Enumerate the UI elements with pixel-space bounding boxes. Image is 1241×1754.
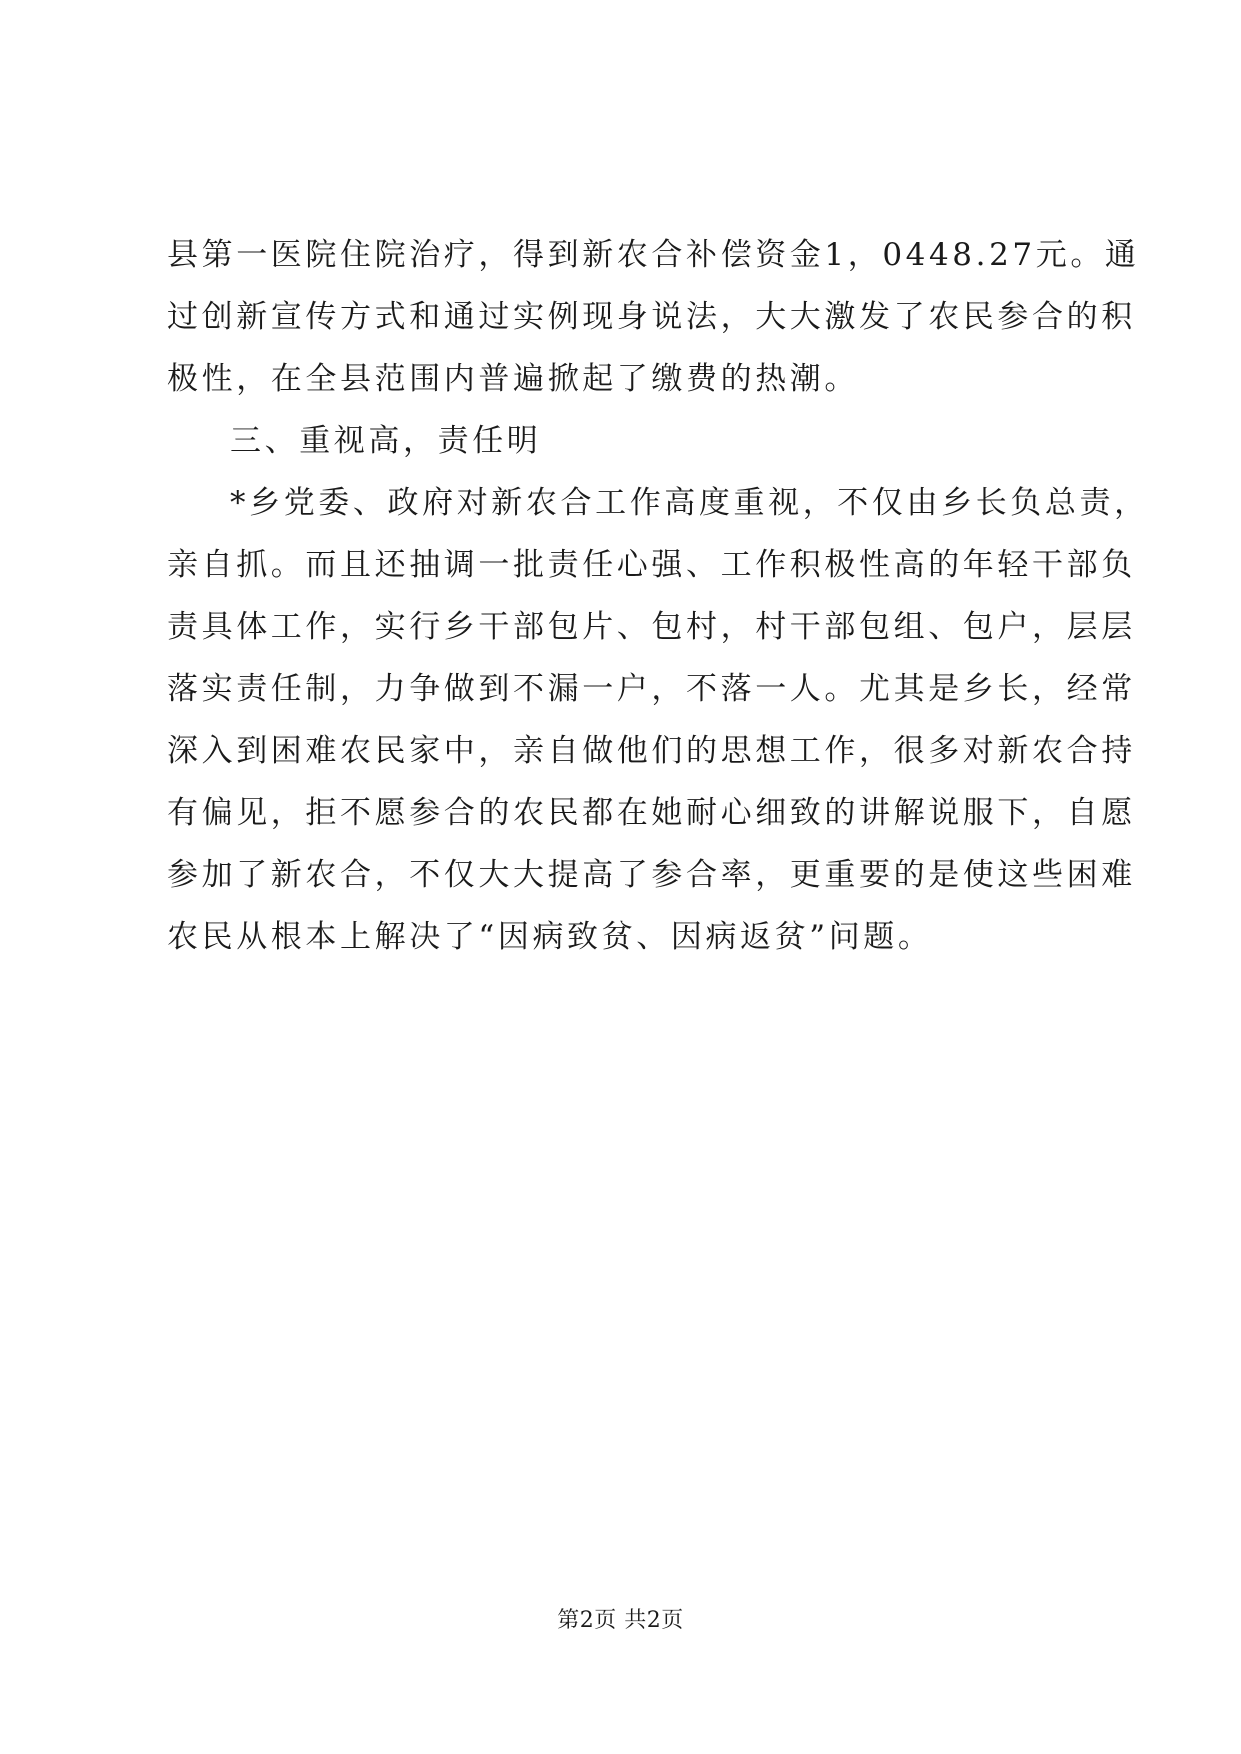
paragraph-line: 过创新宣传方式和通过实例现身说法，大大激发了农民参合的积 [167,299,1136,335]
page-number-footer: 第2页 共2页 [557,1608,684,1633]
paragraph-line: *乡党委、政府对新农合工作高度重视，不仅由乡长负总责， [230,485,1149,521]
paragraph-line: 落实责任制，力争做到不漏一户，不落一人。尤其是乡长，经常 [167,671,1136,707]
paragraph-line: 极性，在全县范围内普遍掀起了缴费的热潮。 [167,361,859,397]
paragraph-line: 责具体工作，实行乡干部包片、包村，村干部包组、包户，层层 [167,609,1136,645]
paragraph-line: 深入到困难农民家中，亲自做他们的思想工作，很多对新农合持 [167,733,1136,769]
paragraph-line: 县第一医院住院治疗，得到新农合补偿资金1，0448.27元。通 [167,237,1140,273]
section-heading: 三、重视高，责任明 [230,423,542,459]
paragraph-line: 亲自抓。而且还抽调一批责任心强、工作积极性高的年轻干部负 [167,547,1136,583]
paragraph-line: 有偏见，拒不愿参合的农民都在她耐心细致的讲解说服下，自愿 [167,795,1136,831]
paragraph-line: 参加了新农合，不仅大大提高了参合率，更重要的是使这些困难 [167,857,1136,893]
paragraph-line: 农民从根本上解决了“因病致贫、因病返贫”问题。 [167,919,933,955]
